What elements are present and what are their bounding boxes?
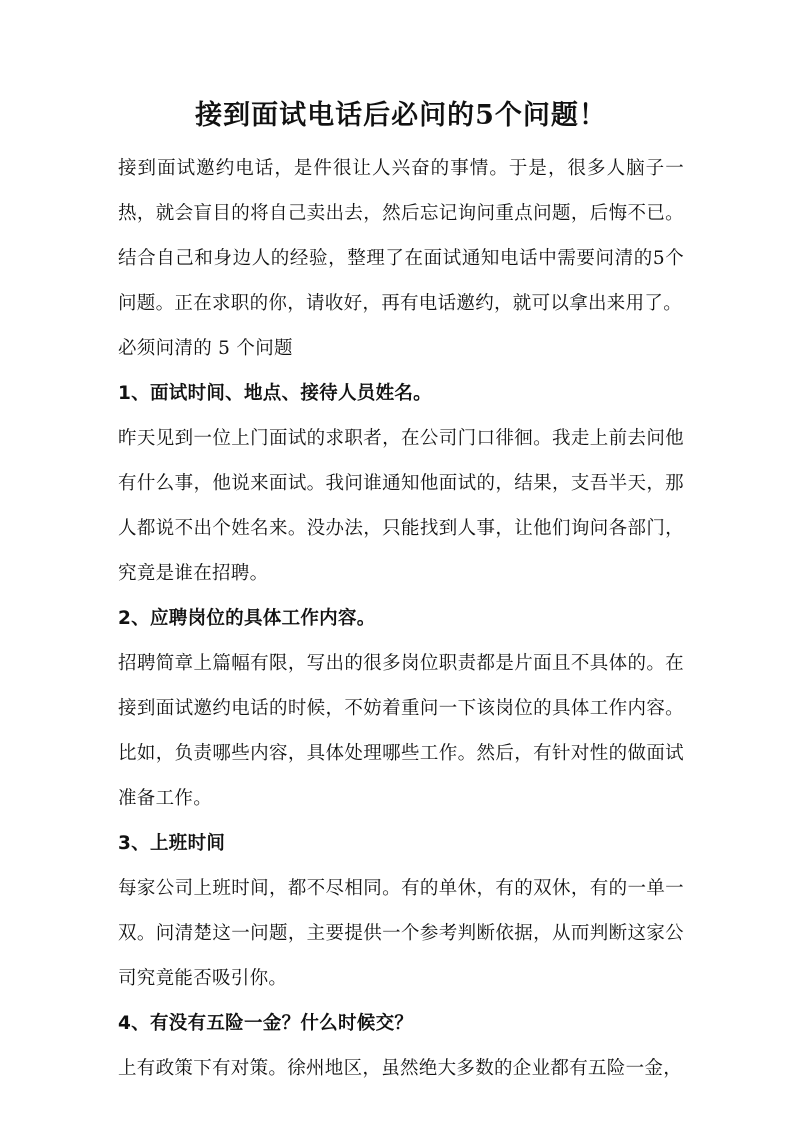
section-paragraph-1: 昨天见到一位上门面试的求职者，在公司门口徘徊。我走上前去问他有什么事，他说来面试。我问谁通知他面试的，结果，支吾半天，那人都说不出个姓名来。没办法，只能找到人事，让他们询问各部门，究竟是谁在招聘。 bbox=[118, 428, 684, 584]
section-paragraph-4: 上有政策下有对策。徐州地区，虽然绝大多数的企业都有五险一金， bbox=[118, 1058, 683, 1079]
section-heading-3: 3、上班时间 bbox=[118, 833, 226, 854]
section-paragraph-2: 招聘简章上篇幅有限，写出的很多岗位职责都是片面且不具体的。在接到面试邀约电话的时候，不妨着重问一下该岗位的具体工作内容。比如，负责哪些内容，具体处理哪些工作。然后，有针对性的做面试准备工作。 bbox=[118, 653, 684, 809]
section-heading-2: 2、应聘岗位的具体工作内容。 bbox=[118, 608, 376, 629]
section-heading-4: 4、有没有五险一金？什么时候交？ bbox=[118, 1013, 414, 1034]
section-paragraph-3: 每家公司上班时间，都不尽相同。有的单休，有的双休，有的一单一双。问清楚这一问题，主要提供一个参考判断依据，从而判断这家公司究竟能否吸引你。 bbox=[118, 878, 684, 989]
subtitle-line: 必须问清的 5 个问题 bbox=[118, 338, 293, 359]
document-title: 接到面试电话后必问的5个问题！ bbox=[195, 100, 607, 131]
section-heading-1: 1、面试时间、地点、接待人员姓名。 bbox=[118, 383, 432, 404]
intro-paragraph: 接到面试邀约电话，是件很让人兴奋的事情。于是，很多人脑子一热，就会盲目的将自己卖出去，然后忘记询问重点问题，后悔不已。结合自己和身边人的经验，整理了在面试通知电话中需要问清的5个问题。正在求职的你，请收好，再有电话邀约，就可以拿出来用了。 bbox=[118, 158, 684, 314]
document-body bbox=[118, 146, 684, 1091]
